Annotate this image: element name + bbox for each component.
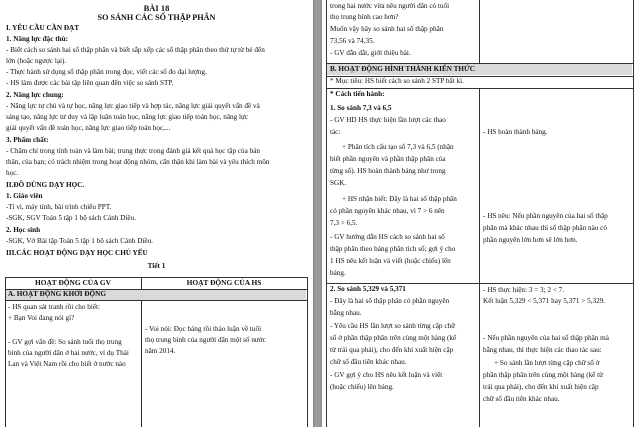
subsection-general-competence: 2. Năng lực chung: <box>6 91 64 99</box>
student-activity-line: chữ số đầu tiên khác nhau. <box>483 395 560 403</box>
teacher-activity-line: + HS nhận biết: Đây là hai số thập phân <box>342 195 457 203</box>
student-activity-line: phần thập phân trên cùng một hàng (kể từ <box>483 371 604 379</box>
lesson-period: Tiết 1 <box>147 262 166 270</box>
subsection-teacher: 1. Giáo viên <box>6 192 43 200</box>
teacher-activity-line: bảng. <box>330 269 346 277</box>
student-activity-line: + So sánh lần lượt từng cặp chữ số ở <box>494 359 600 367</box>
teacher-activity-line: - GV hướng dẫn HS cách so sánh hai số <box>330 233 445 241</box>
teacher-activity-line: 1 HS nêu kết luận và viết (hoặc chiếu) lên <box>330 257 451 265</box>
teacher-activity-line: - GV gợi ý cho HS nêu kết luận và viết <box>330 371 443 379</box>
subsection-specific-competence: 1. Năng lực đặc thù: <box>6 35 69 43</box>
teacher-activity-line: Lan và Việt Nam rồi cho biết ở nước nào <box>8 360 126 368</box>
teacher-activity-line: biết phần nguyên và phần thập phân của <box>330 155 446 163</box>
teacher-activity-line: 73,56 và 74,35. <box>330 37 375 45</box>
student-activity-line: phần nguyên lớn hơn sẽ lớn hơn. <box>483 236 578 244</box>
paragraph-line: -Ti vi, máy tính, bài trình chiếu PPT. <box>6 203 112 211</box>
student-activity-line: bằng nhau, thì thực hiện các thao tác sau: <box>483 346 602 354</box>
document-page-left <box>0 0 313 427</box>
paragraph-line: - Biết cách so sánh hai số thập phân và biết sắp xếp các số thập phân theo thứ tự từ bé đến <box>6 46 265 54</box>
objective-line: * Mục tiêu: HS biết cách so sánh 2 STP bất kì. <box>330 77 464 85</box>
teacher-activity-line: - GV HD HS thực hiện lần lượt các thao <box>330 116 446 124</box>
section-heading-materials: II.ĐỒ DÙNG DẠY HỌC. <box>6 181 85 189</box>
part-1-title: 1. So sánh 7,3 và 6,5 <box>330 104 392 112</box>
student-activity-line: Kết luận 5,329 < 5,371 hay 5,371 > 5,329. <box>483 297 606 305</box>
teacher-activity-line: tác: <box>330 128 341 136</box>
student-activity-line: - HS thực hiện: 3 = 3; 2 < 7. <box>483 286 565 294</box>
teacher-activity-line: + Phân tích cấu tạo số 7,3 và 6,5 (nhận <box>342 143 454 151</box>
student-activity-line: - Nếu phần nguyên của hai số thập phân mà <box>483 334 609 342</box>
paragraph-line: sáng tạo, năng lực tư duy và lập luận toán học, năng lực giao tiếp toán học, năng lực <box>6 113 249 121</box>
paragraph-line: - Năng lực tự chủ và tự học, năng lực giao tiếp và hợp tác, năng lực giải quyết vấn đề và <box>6 102 260 110</box>
column-header-teacher: HOẠT ĐỘNG CỦA GV <box>34 278 112 287</box>
teacher-activity-line: số ở phần thập phân trên cùng một hàng (kể <box>330 334 457 342</box>
teacher-activity-line: thập phân theo bảng phân tích số; gợi ý cho <box>330 245 456 253</box>
teacher-activity-line: bình của người dân ở hai nước, ví dụ Thái <box>8 349 129 357</box>
teacher-activity-line: bằng nhau. <box>330 309 362 317</box>
student-activity-line: phân mà khác nhau thì số thập phân nào có <box>483 224 607 232</box>
subsection-student: 2. Học sinh <box>6 226 41 234</box>
paragraph-line: - HS làm được các bài tập liên quan đến việc so sánh STP. <box>6 79 174 87</box>
teacher-activity-line: thọ trung bình cao hơn? <box>330 13 399 21</box>
section-a-heading: A. HOẠT ĐỘNG KHỞI ĐỘNG <box>8 290 106 298</box>
paragraph-line: giải quyết vấn đề toán học, năng lực giao tiếp toán học,... <box>6 124 171 132</box>
teacher-activity-line: 7,3 > 6,5. <box>330 219 358 227</box>
teacher-activity-line: - Yêu cầu HS lần lượt so sánh từng cặp chữ <box>330 322 456 330</box>
paragraph-line: - Chăm chỉ trong tính toán và làm bài; trung thực trong đánh giá kết quả học tập của bản <box>6 147 260 155</box>
teacher-activity-line: - Đây là hai số thập phân có phần nguyên <box>330 297 450 305</box>
teacher-activity-line: (hoặc chiếu) lên bảng. <box>330 383 394 391</box>
teacher-activity-line: + Bạn Voi đang nói gì? <box>8 314 75 322</box>
student-activity-line: - HS hoàn thành bảng. <box>483 128 548 136</box>
subsection-qualities: 3. Phẩm chất: <box>6 136 49 144</box>
teacher-activity-line: trong hai nước vừa nêu người dân có tuổi <box>330 2 450 10</box>
teacher-activity-line: SGK. <box>330 179 347 187</box>
paragraph-line: - Thực hành sử dụng số thập phân trong đọc, viết các số đo đại lượng. <box>6 68 207 76</box>
lesson-subtitle: SO SÁNH CÁC SỐ THẬP PHÂN <box>97 13 216 22</box>
student-activity-line: năm 2014. <box>145 347 176 355</box>
paragraph-line: lớn (hoặc ngược lại). <box>6 57 67 65</box>
method-heading: * Cách tiến hành: <box>330 90 385 98</box>
section-b-heading: B. HOẠT ĐỘNG HÌNH THÀNH KIẾN THỨC <box>330 65 475 73</box>
teacher-activity-line: - HS quan sát tranh rồi cho biết: <box>8 303 101 311</box>
student-activity-line: - Voi nói: Đọc bảng rồi thảo luận về tuổi <box>145 325 262 333</box>
section-heading-activities: III.CÁC HOẠT ĐỘNG DẠY HỌC CHỦ YẾU <box>6 249 148 257</box>
paragraph-line: học. <box>6 169 19 177</box>
paragraph-line: -SGK, SGV Toán 5 tập 1 bộ sách Cánh Diều. <box>6 214 136 222</box>
section-heading-requirements: I. YÊU CẦU CẦN ĐẠT <box>6 24 80 32</box>
paragraph-line: -SGK, Vở Bài tập Toán 5 tập 1 bộ sách Cánh Diều. <box>6 237 153 245</box>
student-activity-line: trái qua phải), cho đến khi xuất hiện cặp <box>483 383 599 391</box>
teacher-activity-line: - GV dẫn dắt, giới thiệu bài. <box>330 49 411 57</box>
teacher-activity-line: từ trái qua phải), cho đến khi xuất hiện cặp <box>330 346 454 354</box>
student-activity-line: thọ trung bình của người dân một số nước <box>145 336 266 344</box>
part-2-title: 2. So sánh 5,329 và 5,371 <box>330 285 406 293</box>
teacher-activity-line: có phần nguyên khác nhau, vì 7 > 6 nên <box>330 207 445 215</box>
document-page-right <box>322 0 640 427</box>
lesson-title: BÀI 18 <box>143 3 170 13</box>
teacher-activity-line: - GV gợi vấn đề: So sánh tuổi thọ trung <box>8 338 122 346</box>
teacher-activity-line: chữ số đầu tiên khác nhau. <box>330 358 407 366</box>
student-activity-line: - HS nêu: Nếu phần nguyên của hai số thập <box>483 212 608 220</box>
teacher-activity-line: từng số). HS hoàn thành bảng như trong <box>330 167 446 175</box>
teacher-activity-line: Muốn vậy hãy so sánh hai số thập phân <box>330 25 444 33</box>
paragraph-line: thân, của bạn; có trách nhiệm trong hoạt động nhóm, cẩn thận khi làm bài và yêu thích môn <box>6 158 270 166</box>
column-header-student: HOẠT ĐỘNG CỦA HS <box>186 278 262 287</box>
